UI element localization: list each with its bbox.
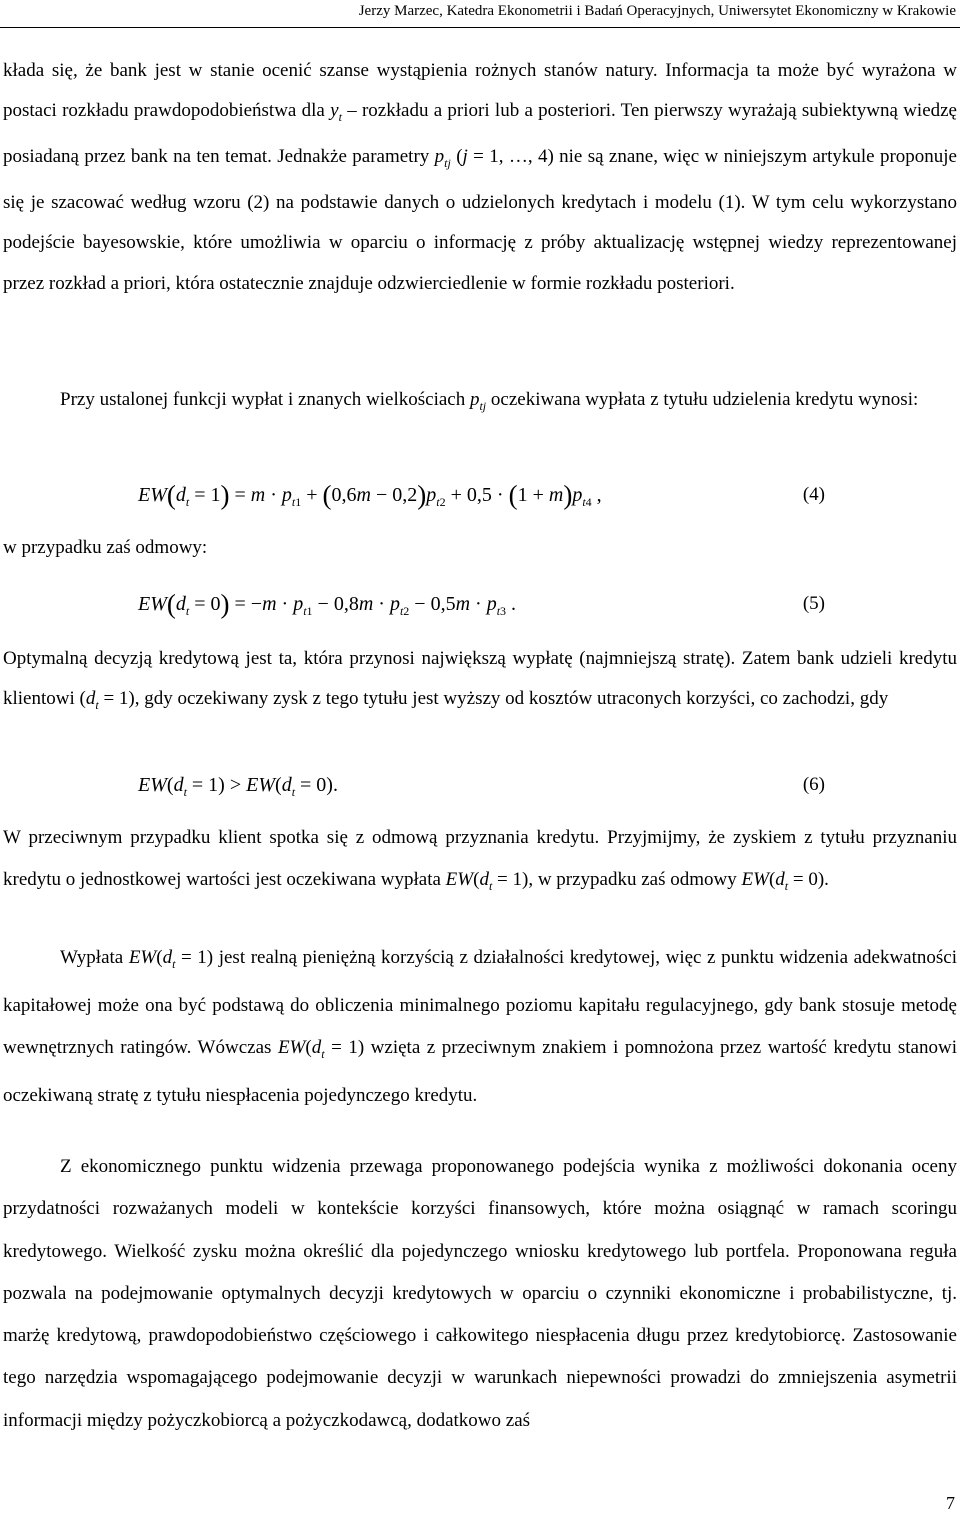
header-rule <box>0 27 960 28</box>
paragraph-2 <box>3 380 957 426</box>
paragraph-7-text: Z ekonomicznego punktu widzenia przewaga proponowanego podejścia wynika z możliwości dokonania oceny przydatności rozważanych modeli w kontekście korzyści finansowych, które można osiągnąć w ramach scoringu kredytowego. Wielkość zysku można określić dla pojedynczego wniosku kredytowego lub portfela. Proponowana reguła pozwala na podejmowanie optymalnych decyzji kredytowych w oparciu o czynniki ekonomiczne i probabilistyczne, tj. marżę kredytową, prawdopodobieństwo częściowego i całkowitego niespłacenia długu przez kredytobiorcę. Zastosowanie tego narzędzia wspomagającego podejmowanie decyzji w warunkach niepewności prowadzi do zmniejszenia asymetrii informacji między pożyczkobiorcą a pożyczkodawcą, dodatkowo zaś <box>3 1156 957 1431</box>
paragraph-1-text: kłada się, że bank jest w stanie ocenić szanse wystąpienia rożnych stanów natury. Informacja ta może być wyrażona w postaci rozkładu prawdopodobieństwa dla $y_t$ – rozkładu a priori lub a posteriori. Ten pierwszy wyrażają subiektywną wiedzę posiadaną przez bank na ten temat. Jednakże parametry $p_{tj}$ (j = 1, …, 4) nie są znane, więc w niniejszym artykule proponuje się je szacować według wzoru (2) na podstawie danych o udzielonych kredytach i modelu (1). W tym celu wykorzystano podejście bayesowskie, które umożliwia w oparciu o informację z próby aktualizację wstępnej wiedzy reprezentowanej przez rozkład a priori, która ostatecznie znajduje odzwierciedlenie w formie rozkładu posteriori. <box>3 60 957 294</box>
equation-4: $EW(d_t = 1) = m \cdot p_{t1} + (0,6m - 0,2)p_{t2} + 0,5 \cdot (1 + m)p_{t4}$ , <box>138 480 602 510</box>
paragraph-3: w przypadku zaś odmowy: <box>3 537 208 558</box>
paragraph-6 <box>3 937 957 1117</box>
paragraph-6-text: Wypłata $EW(d_t = 1)$ jest realną pieniężną korzyścią z działalności kredytowej, więc z punktu widzenia adekwatności kapitałowej może ona być podstawą do obliczenia minimalnego poziomu kapitału regulacyjnego, gdy bank stosuje metodę wewnętrznych ratingów. Wówczas $EW(d_t = 1)$ wzięta z przeciwnym znakiem i pomnożona przez wartość kredytu stanowi oczekiwaną stratę z tytułu niespłacenia pojedynczego kredytu. <box>3 947 957 1107</box>
equation-5-number: (5) <box>802 593 825 614</box>
running-header: Jerzy Marzec, Katedra Ekonometrii i Badań Operacyjnych, Uniwersytet Ekonomiczny w Krakowie <box>358 3 956 19</box>
equation-4-number: (4) <box>802 484 825 505</box>
equation-6: $EW(d_t = 1) > EW(d_t = 0)$. <box>138 774 338 799</box>
paragraph-4 <box>3 639 957 725</box>
paragraph-1 <box>3 51 957 304</box>
paragraph-5 <box>3 817 957 907</box>
paragraph-7 <box>3 1146 957 1442</box>
equation-5: $EW(d_t = 0) = -m \cdot p_{t1} - 0,8m \cdot p_{t2} - 0,5m \cdot p_{t3}$ . <box>138 589 517 619</box>
equation-6-number: (6) <box>802 774 825 795</box>
paragraph-2-text: Przy ustalonej funkcji wypłat i znanych wielkościach $p_{tj}$ oczekiwana wypłata z tytułu udzielenia kredytu wynosi: <box>60 389 919 413</box>
page-number: 7 <box>946 1493 955 1513</box>
paragraph-4-text: Optymalną decyzją kredytową jest ta, która przynosi największą wypłatę (najmniejszą stratę). Zatem bank udzieli kredytu klientowi $(d_t = 1)$, gdy oczekiwany zysk z tego tytułu jest wyższy od kosztów utraconych korzyści, co zachodzi, gdy <box>3 648 957 712</box>
paragraph-5-text: W przeciwnym przypadku klient spotka się z odmową przyznania kredytu. Przyjmijmy, że zyskiem z tytułu przyznaniu kredytu o jednostkowej wartości jest oczekiwana wypłata $EW(d_t = 1)$, w przypadku zaś odmowy $EW(d_t = 0)$. <box>3 827 957 893</box>
